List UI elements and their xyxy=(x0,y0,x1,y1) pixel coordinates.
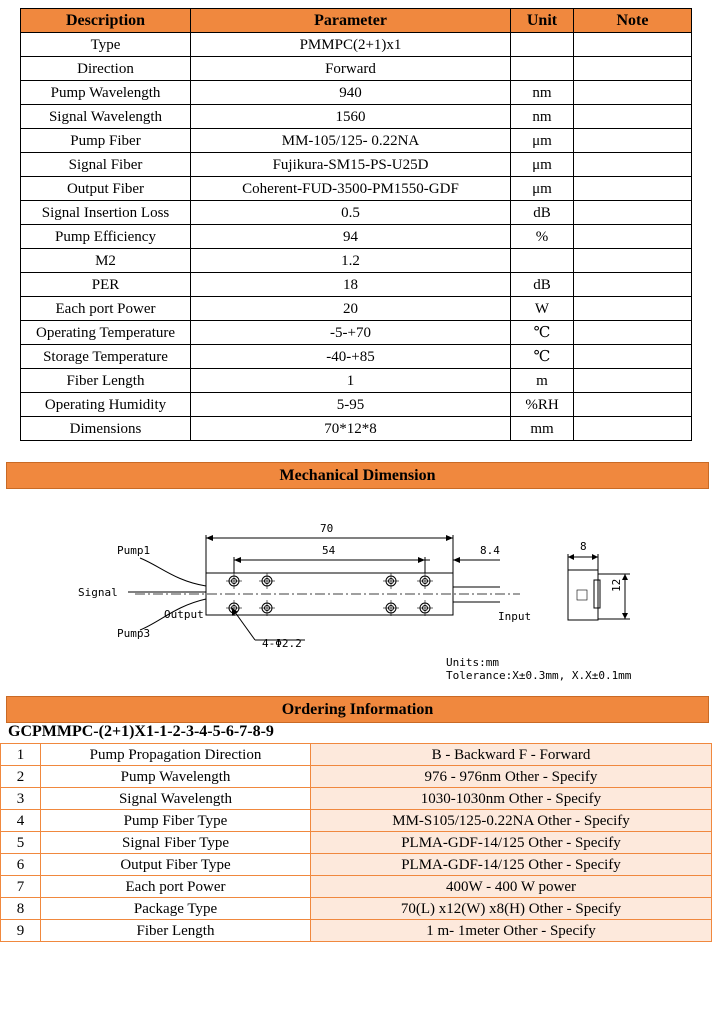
ordering-item: Package Type xyxy=(41,898,311,920)
spec-description: Operating Temperature xyxy=(21,321,191,345)
spec-description: Fiber Length xyxy=(21,369,191,393)
header-description: Description xyxy=(21,9,191,33)
spec-description: Direction xyxy=(21,57,191,81)
header-parameter: Parameter xyxy=(191,9,511,33)
spec-row xyxy=(21,177,692,201)
spec-row xyxy=(21,369,692,393)
ordering-index: 1 xyxy=(1,744,41,766)
spec-unit: W xyxy=(511,297,574,321)
spec-parameter: 1560 xyxy=(191,105,511,129)
spec-parameter: Fujikura-SM15-PS-U25D xyxy=(191,153,511,177)
ordering-table xyxy=(0,743,712,942)
ordering-row xyxy=(1,832,712,854)
spec-row xyxy=(21,153,692,177)
spec-unit: nm xyxy=(511,105,574,129)
spec-unit: μm xyxy=(511,177,574,201)
spec-note xyxy=(574,57,692,81)
spec-description: Type xyxy=(21,33,191,57)
spec-parameter: Forward xyxy=(191,57,511,81)
spec-description: Output Fiber xyxy=(21,177,191,201)
ordering-index: 7 xyxy=(1,876,41,898)
pump1-fiber xyxy=(140,558,206,586)
spec-parameter: 940 xyxy=(191,81,511,105)
spec-note xyxy=(574,129,692,153)
ordering-row xyxy=(1,876,712,898)
ordering-options: 976 - 976nm Other - Specify xyxy=(311,766,712,788)
spec-row xyxy=(21,393,692,417)
ordering-options: 70(L) x12(W) x8(H) Other - Specify xyxy=(311,898,712,920)
spec-row xyxy=(21,273,692,297)
ordering-index: 2 xyxy=(1,766,41,788)
ordering-row xyxy=(1,810,712,832)
spec-note xyxy=(574,273,692,297)
spec-description: Signal Wavelength xyxy=(21,105,191,129)
spec-unit: nm xyxy=(511,81,574,105)
spec-unit: mm xyxy=(511,417,574,441)
label-output: Output xyxy=(164,608,204,621)
spec-parameter: -40-+85 xyxy=(191,345,511,369)
spec-body xyxy=(21,33,692,441)
header-unit: Unit xyxy=(511,9,574,33)
spec-table xyxy=(20,8,692,441)
spec-parameter: Coherent-FUD-3500-PM1550-GDF xyxy=(191,177,511,201)
ordering-index: 8 xyxy=(1,898,41,920)
ordering-row xyxy=(1,920,712,942)
spec-row xyxy=(21,249,692,273)
spec-unit: dB xyxy=(511,273,574,297)
ordering-index: 5 xyxy=(1,832,41,854)
spec-description: Each port Power xyxy=(21,297,191,321)
spec-description: Dimensions xyxy=(21,417,191,441)
spec-row xyxy=(21,129,692,153)
spec-row xyxy=(21,33,692,57)
spec-unit xyxy=(511,249,574,273)
ordering-options: 1030-1030nm Other - Specify xyxy=(311,788,712,810)
ordering-information-bar: Ordering Information xyxy=(6,696,709,723)
spec-parameter: MM-105/125- 0.22NA xyxy=(191,129,511,153)
ordering-index: 4 xyxy=(1,810,41,832)
ordering-options: 1 m- 1meter Other - Specify xyxy=(311,920,712,942)
ordering-index: 6 xyxy=(1,854,41,876)
spec-note xyxy=(574,369,692,393)
ordering-item: Each port Power xyxy=(41,876,311,898)
spec-description: Pump Wavelength xyxy=(21,81,191,105)
spec-unit: μm xyxy=(511,153,574,177)
ordering-options: MM-S105/125-0.22NA Other - Specify xyxy=(311,810,712,832)
spec-parameter: 70*12*8 xyxy=(191,417,511,441)
spec-row xyxy=(21,81,692,105)
spec-note xyxy=(574,393,692,417)
dim-8: 8 xyxy=(580,540,587,553)
spec-description: PER xyxy=(21,273,191,297)
spec-parameter: 18 xyxy=(191,273,511,297)
spec-row xyxy=(21,297,692,321)
spec-note xyxy=(574,201,692,225)
ordering-row xyxy=(1,898,712,920)
tolerance-note: Tolerance:X±0.3mm, X.X±0.1mm xyxy=(446,669,632,682)
ordering-options: B - Backward F - Forward xyxy=(311,744,712,766)
spec-unit: %RH xyxy=(511,393,574,417)
dim-12: 12 xyxy=(610,578,623,592)
dim-70: 70 xyxy=(320,522,334,535)
part-number: GCPMMPC-(2+1)X1-1-2-3-4-5-6-7-8-9 xyxy=(8,723,274,740)
spec-description: Signal Insertion Loss xyxy=(21,201,191,225)
spec-note xyxy=(574,177,692,201)
spec-note xyxy=(574,105,692,129)
spec-description: Operating Humidity xyxy=(21,393,191,417)
spec-note xyxy=(574,153,692,177)
spec-unit: ℃ xyxy=(511,345,574,369)
spec-note xyxy=(574,81,692,105)
spec-parameter: 1.2 xyxy=(191,249,511,273)
spec-description: Pump Efficiency xyxy=(21,225,191,249)
ordering-item: Fiber Length xyxy=(41,920,311,942)
spec-row xyxy=(21,225,692,249)
spec-row xyxy=(21,105,692,129)
ordering-item: Signal Fiber Type xyxy=(41,832,311,854)
ordering-index: 9 xyxy=(1,920,41,942)
spec-note xyxy=(574,225,692,249)
dim-54: 54 xyxy=(322,544,336,557)
mechanical-dimension-bar: Mechanical Dimension xyxy=(6,462,709,489)
label-pump3: Pump3 xyxy=(117,627,151,640)
spec-parameter: PMMPC(2+1)x1 xyxy=(191,33,511,57)
mechanical-drawing xyxy=(0,516,719,688)
spec-parameter: 0.5 xyxy=(191,201,511,225)
spec-row xyxy=(21,321,692,345)
dim-8-4: 8.4 xyxy=(480,544,500,557)
spec-note xyxy=(574,417,692,441)
ordering-row xyxy=(1,854,712,876)
spec-note xyxy=(574,297,692,321)
ordering-options: PLMA-GDF-14/125 Other - Specify xyxy=(311,832,712,854)
spec-unit: dB xyxy=(511,201,574,225)
spec-unit xyxy=(511,33,574,57)
spec-unit: μm xyxy=(511,129,574,153)
ordering-item: Signal Wavelength xyxy=(41,788,311,810)
ordering-item: Pump Propagation Direction xyxy=(41,744,311,766)
ordering-index: 3 xyxy=(1,788,41,810)
ordering-options: PLMA-GDF-14/125 Other - Specify xyxy=(311,854,712,876)
spec-header-row xyxy=(21,9,692,33)
spec-parameter: 1 xyxy=(191,369,511,393)
spec-unit: m xyxy=(511,369,574,393)
label-pump1: Pump1 xyxy=(117,544,151,557)
ordering-item: Pump Fiber Type xyxy=(41,810,311,832)
spec-parameter: 94 xyxy=(191,225,511,249)
spec-row xyxy=(21,345,692,369)
ordering-options: 400W - 400 W power xyxy=(311,876,712,898)
mounting-holes xyxy=(226,573,433,616)
spec-note xyxy=(574,321,692,345)
ordering-item: Pump Wavelength xyxy=(41,766,311,788)
spec-parameter: 5-95 xyxy=(191,393,511,417)
spec-description: Storage Temperature xyxy=(21,345,191,369)
spec-description: M2 xyxy=(21,249,191,273)
ordering-row xyxy=(1,788,712,810)
spec-unit: ℃ xyxy=(511,321,574,345)
spec-note xyxy=(574,345,692,369)
ordering-row xyxy=(1,744,712,766)
ordering-row xyxy=(1,766,712,788)
spec-parameter: -5-+70 xyxy=(191,321,511,345)
spec-note xyxy=(574,33,692,57)
header-note: Note xyxy=(574,9,692,33)
holes-callout: 4-Φ2.2 xyxy=(262,637,302,650)
ordering-body xyxy=(1,744,712,942)
spec-row xyxy=(21,57,692,81)
spec-row xyxy=(21,201,692,225)
spec-row xyxy=(21,417,692,441)
spec-unit xyxy=(511,57,574,81)
spec-unit: % xyxy=(511,225,574,249)
ordering-item: Output Fiber Type xyxy=(41,854,311,876)
units-note: Units:mm xyxy=(446,656,499,669)
label-signal: Signal xyxy=(78,586,118,599)
spec-parameter: 20 xyxy=(191,297,511,321)
spec-note xyxy=(574,249,692,273)
spec-description: Pump Fiber xyxy=(21,129,191,153)
label-input: Input xyxy=(498,610,532,623)
spec-description: Signal Fiber xyxy=(21,153,191,177)
